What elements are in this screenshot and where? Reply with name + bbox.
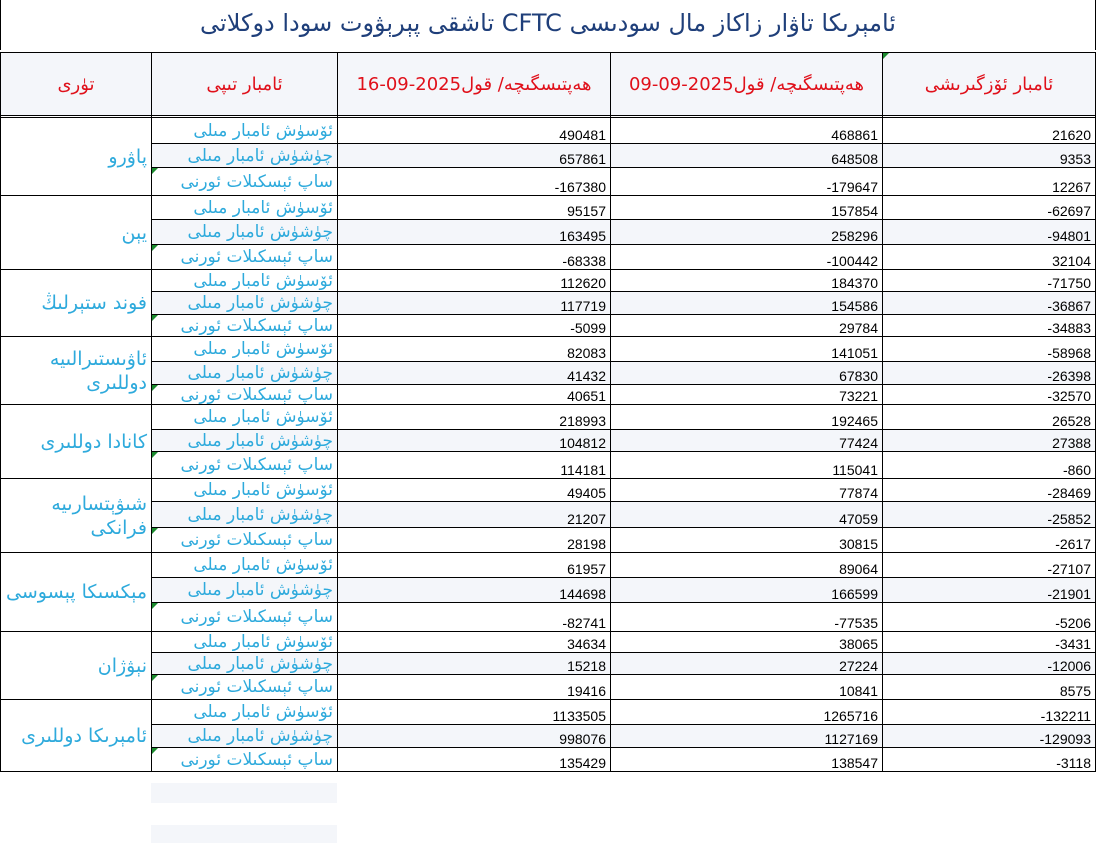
- position-type-label: ئۆسۈش ئامبار مىلى: [193, 339, 333, 359]
- position-type-cell[interactable]: [152, 430, 338, 452]
- previous-value-cell[interactable]: 47059: [611, 502, 883, 528]
- header-date-current[interactable]: 16-09-2025ھەپتىسگىچە/ قول: [338, 53, 611, 116]
- position-type-label: ساپ ئېسكىلات ئورنى: [180, 749, 333, 770]
- previous-value-cell[interactable]: -179647: [611, 168, 883, 196]
- position-type-cell[interactable]: [152, 632, 338, 653]
- previous-value-cell[interactable]: 77874: [611, 479, 883, 502]
- comment-marker-icon: [152, 748, 158, 754]
- current-value-cell[interactable]: 40651: [338, 385, 611, 405]
- previous-value-cell[interactable]: 154586: [611, 292, 883, 315]
- current-value-cell[interactable]: 657861: [338, 144, 611, 168]
- table-row: [1, 725, 1096, 748]
- position-type-label: ئۆسۈش ئامبار مىلى: [193, 270, 333, 291]
- position-type-label: چۈشۈش ئامبار مىلى: [187, 580, 333, 600]
- position-type-cell[interactable]: [152, 385, 338, 405]
- region-cell[interactable]: فوند ستېرلىڭ: [1, 270, 152, 337]
- position-type-label: ساپ ئېسكىلات ئورنى: [180, 315, 333, 336]
- position-type-cell[interactable]: [152, 196, 338, 220]
- header-date-previous[interactable]: [611, 53, 883, 116]
- previous-value-cell[interactable]: 141051: [611, 337, 883, 362]
- table-row: [1, 245, 1096, 270]
- previous-value-cell[interactable]: 184370: [611, 270, 883, 292]
- change-value-cell[interactable]: 21620: [883, 118, 1096, 144]
- previous-value-cell[interactable]: 30815: [611, 528, 883, 553]
- current-value-cell[interactable]: 163495: [338, 220, 611, 245]
- table-row: [1, 385, 1096, 405]
- comment-marker-icon: [152, 675, 158, 681]
- position-type-cell[interactable]: [152, 675, 338, 700]
- change-value-cell[interactable]: 8575: [883, 675, 1096, 700]
- comment-marker-icon: [883, 53, 889, 59]
- position-type-label: چۈشۈش ئامبار مىلى: [187, 430, 333, 451]
- table-row: [1, 748, 1096, 772]
- position-type-label: ساپ ئېسكىلات ئورنى: [180, 171, 333, 192]
- table-row: [1, 270, 1096, 292]
- table-row: [1, 337, 1096, 362]
- comment-marker-icon: [152, 315, 158, 321]
- position-type-label: چۈشۈش ئامبار مىلى: [187, 363, 333, 383]
- previous-value-cell[interactable]: 38065: [611, 632, 883, 653]
- comment-marker-icon: [152, 168, 158, 174]
- position-type-label: ساپ ئېسكىلات ئورنى: [180, 247, 333, 267]
- previous-value-cell[interactable]: 73221: [611, 385, 883, 405]
- current-value-cell[interactable]: -5099: [338, 315, 611, 337]
- previous-value-cell[interactable]: 468861: [611, 118, 883, 144]
- comment-marker-icon: [152, 528, 158, 534]
- region-cell[interactable]: يېن: [1, 196, 152, 270]
- table-row: [1, 553, 1096, 578]
- previous-value-cell[interactable]: 29784: [611, 315, 883, 337]
- position-type-cell[interactable]: [152, 168, 338, 196]
- previous-value-cell[interactable]: -100442: [611, 245, 883, 270]
- current-value-cell[interactable]: 1133505: [338, 700, 611, 725]
- comment-marker-icon: [152, 452, 158, 458]
- table-row: [1, 362, 1096, 385]
- position-type-cell[interactable]: [152, 118, 338, 144]
- position-type-label: چۈشۈش ئامبار مىلى: [187, 726, 333, 746]
- current-value-cell[interactable]: 135429: [338, 748, 611, 772]
- table-row: [1, 675, 1096, 700]
- change-value-cell[interactable]: 9353: [883, 144, 1096, 168]
- position-type-label: چۈشۈش ئامبار مىلى: [187, 145, 333, 166]
- current-value-cell[interactable]: -82741: [338, 603, 611, 632]
- table-row: [1, 292, 1096, 315]
- previous-value-cell[interactable]: 115041: [611, 452, 883, 479]
- current-value-cell[interactable]: 49405: [338, 479, 611, 502]
- current-value-cell[interactable]: 61957: [338, 553, 611, 578]
- change-value-cell[interactable]: -26398: [883, 362, 1096, 385]
- current-value-cell[interactable]: 34634: [338, 632, 611, 653]
- change-value-cell[interactable]: 32104: [883, 245, 1096, 270]
- table-row: [1, 430, 1096, 452]
- previous-value-cell[interactable]: 157854: [611, 196, 883, 220]
- position-type-label: ئۆسۈش ئامبار مىلى: [193, 120, 333, 141]
- region-cell[interactable]: كانادا دوللىرى: [1, 405, 152, 479]
- position-type-cell[interactable]: [152, 337, 338, 362]
- position-type-cell[interactable]: [152, 220, 338, 245]
- position-type-label: ساپ ئېسكىلات ئورنى: [180, 677, 333, 697]
- position-type-label: چۈشۈش ئامبار مىلى: [187, 293, 333, 313]
- position-type-cell[interactable]: [152, 405, 338, 430]
- position-type-label: ئۆسۈش ئامبار مىلى: [193, 197, 333, 218]
- previous-value-cell[interactable]: 648508: [611, 144, 883, 168]
- position-type-label: ساپ ئېسكىلات ئورنى: [180, 455, 333, 475]
- current-value-cell[interactable]: -68338: [338, 245, 611, 270]
- current-value-cell[interactable]: 21207: [338, 502, 611, 528]
- comment-marker-icon: [152, 385, 158, 391]
- change-value-cell[interactable]: -129093: [883, 725, 1096, 748]
- current-value-cell[interactable]: 95157: [338, 196, 611, 220]
- change-value-cell[interactable]: -12006: [883, 653, 1096, 675]
- previous-value-cell[interactable]: 166599: [611, 578, 883, 603]
- table-row: [1, 196, 1096, 220]
- current-value-cell[interactable]: 114181: [338, 452, 611, 479]
- change-value-cell[interactable]: -3431: [883, 632, 1096, 653]
- comment-marker-icon: [152, 245, 158, 251]
- previous-value-cell[interactable]: 89064: [611, 553, 883, 578]
- position-type-label: ساپ ئېسكىلات ئورنى: [180, 530, 333, 550]
- position-type-label: ئۆسۈش ئامبار مىلى: [193, 555, 333, 575]
- current-value-cell[interactable]: 144698: [338, 578, 611, 603]
- current-value-cell[interactable]: 28198: [338, 528, 611, 553]
- position-type-cell[interactable]: [152, 452, 338, 479]
- current-value-cell[interactable]: 490481: [338, 118, 611, 144]
- current-value-cell[interactable]: 117719: [338, 292, 611, 315]
- table-row: [1, 700, 1096, 725]
- table-row: [1, 479, 1096, 502]
- change-value-cell[interactable]: -2617: [883, 528, 1096, 553]
- current-value-cell[interactable]: 19416: [338, 675, 611, 700]
- previous-value-cell[interactable]: 1265716: [611, 700, 883, 725]
- previous-value-cell[interactable]: 1127169: [611, 725, 883, 748]
- previous-value-cell[interactable]: -77535: [611, 603, 883, 632]
- previous-value-cell[interactable]: 77424: [611, 430, 883, 452]
- previous-value-cell[interactable]: 258296: [611, 220, 883, 245]
- position-type-label: چۈشۈش ئامبار مىلى: [187, 222, 333, 242]
- change-value-cell[interactable]: -94801: [883, 220, 1096, 245]
- change-value-cell[interactable]: -132211: [883, 700, 1096, 725]
- region-cell[interactable]: شىۋېتسارىيە فرانكى: [1, 479, 152, 553]
- table-row: [1, 315, 1096, 337]
- table-row: [1, 653, 1096, 675]
- position-type-cell[interactable]: [152, 700, 338, 725]
- previous-value-cell[interactable]: 192465: [611, 405, 883, 430]
- change-value-cell[interactable]: -3118: [883, 748, 1096, 772]
- region-cell[interactable]: مېكسىكا پېسوسى: [1, 553, 152, 632]
- change-value-cell[interactable]: -62697: [883, 196, 1096, 220]
- previous-value-cell[interactable]: 67830: [611, 362, 883, 385]
- position-type-label: ساپ ئېسكىلات ئورنى: [180, 384, 333, 405]
- region-cell[interactable]: ئاۋىستىرالىيە دوللىرى: [1, 337, 152, 405]
- previous-value-cell[interactable]: 27224: [611, 653, 883, 675]
- change-value-cell[interactable]: -58968: [883, 337, 1096, 362]
- table-row: [1, 144, 1096, 168]
- header-change-text: ئامبار ئۆزگىرىشى: [924, 73, 1054, 95]
- position-type-cell[interactable]: [152, 578, 338, 603]
- table-row: [1, 632, 1096, 653]
- change-value-cell[interactable]: -32570: [883, 385, 1096, 405]
- change-value-cell[interactable]: -27107: [883, 553, 1096, 578]
- position-type-cell[interactable]: [152, 553, 338, 578]
- position-type-label: چۈشۈش ئامبار مىلى: [187, 504, 333, 525]
- position-type-cell[interactable]: [152, 245, 338, 270]
- position-type-cell[interactable]: [152, 315, 338, 337]
- change-value-cell[interactable]: -71750: [883, 270, 1096, 292]
- position-type-cell[interactable]: [152, 725, 338, 748]
- position-type-cell[interactable]: [152, 528, 338, 553]
- position-type-label: ساپ ئېسكىلات ئورنى: [180, 607, 333, 627]
- header-row: [1, 53, 1096, 116]
- table-row: [1, 603, 1096, 632]
- region-cell[interactable]: پاۋرو: [1, 118, 152, 196]
- position-type-cell[interactable]: [152, 603, 338, 632]
- header-type[interactable]: ئامبار تىپى: [152, 53, 338, 116]
- table-row: [1, 452, 1096, 479]
- change-value-cell[interactable]: 26528: [883, 405, 1096, 430]
- position-type-cell[interactable]: [152, 653, 338, 675]
- position-type-cell[interactable]: [152, 270, 338, 292]
- position-type-cell[interactable]: [152, 748, 338, 772]
- table-body: [1, 118, 1096, 772]
- change-value-cell[interactable]: -21901: [883, 578, 1096, 603]
- current-value-cell[interactable]: 112620: [338, 270, 611, 292]
- position-type-cell[interactable]: [152, 292, 338, 315]
- change-value-cell[interactable]: -25852: [883, 502, 1096, 528]
- current-value-cell[interactable]: 104812: [338, 430, 611, 452]
- change-value-cell[interactable]: -28469: [883, 479, 1096, 502]
- position-type-label: ئۆسۈش ئامبار مىلى: [193, 480, 333, 500]
- previous-value-cell[interactable]: 138547: [611, 748, 883, 772]
- empty-cell-shade: [151, 783, 337, 803]
- table-row: [1, 502, 1096, 528]
- table-row: [1, 528, 1096, 553]
- region-cell[interactable]: نېۋژان: [1, 632, 152, 700]
- header-date-previous-text: 09-09-2025ھەپتىسگىچە/ قول: [628, 73, 865, 95]
- change-value-cell[interactable]: 12267: [883, 168, 1096, 196]
- position-type-label: ئۆسۈش ئامبار مىلى: [193, 632, 333, 652]
- empty-cell-shade: [151, 825, 337, 843]
- position-type-cell[interactable]: [152, 502, 338, 528]
- report-title: ئامېرىكا تاۋار زاكاز مال سودىسى CFTC تاشقى پېرېۋوت سودا دوكلاتى: [0, 0, 1096, 50]
- current-value-cell[interactable]: 82083: [338, 337, 611, 362]
- current-value-cell[interactable]: 15218: [338, 653, 611, 675]
- region-cell[interactable]: ئامېرىكا دوللىرى: [1, 700, 152, 772]
- current-value-cell[interactable]: 218993: [338, 405, 611, 430]
- change-value-cell[interactable]: -5206: [883, 603, 1096, 632]
- table-row: [1, 168, 1096, 196]
- change-value-cell[interactable]: -36867: [883, 292, 1096, 315]
- change-value-cell[interactable]: -860: [883, 452, 1096, 479]
- cot-report-table: [0, 52, 1096, 772]
- position-type-cell[interactable]: [152, 479, 338, 502]
- table-row: [1, 405, 1096, 430]
- table-row: [1, 220, 1096, 245]
- header-region[interactable]: تۈرى: [1, 53, 152, 116]
- current-value-cell[interactable]: 41432: [338, 362, 611, 385]
- position-type-label: ئۆسۈش ئامبار مىلى: [193, 702, 333, 722]
- position-type-cell[interactable]: [152, 144, 338, 168]
- header-change[interactable]: [883, 53, 1096, 116]
- change-value-cell[interactable]: -34883: [883, 315, 1096, 337]
- table-row: [1, 578, 1096, 603]
- previous-value-cell[interactable]: 10841: [611, 675, 883, 700]
- position-type-label: چۈشۈش ئامبار مىلى: [187, 653, 333, 674]
- position-type-cell[interactable]: [152, 362, 338, 385]
- change-value-cell[interactable]: 27388: [883, 430, 1096, 452]
- comment-marker-icon: [152, 603, 158, 609]
- current-value-cell[interactable]: -167380: [338, 168, 611, 196]
- current-value-cell[interactable]: 998076: [338, 725, 611, 748]
- table-row: [1, 118, 1096, 144]
- position-type-label: ئۆسۈش ئامبار مىلى: [193, 407, 333, 427]
